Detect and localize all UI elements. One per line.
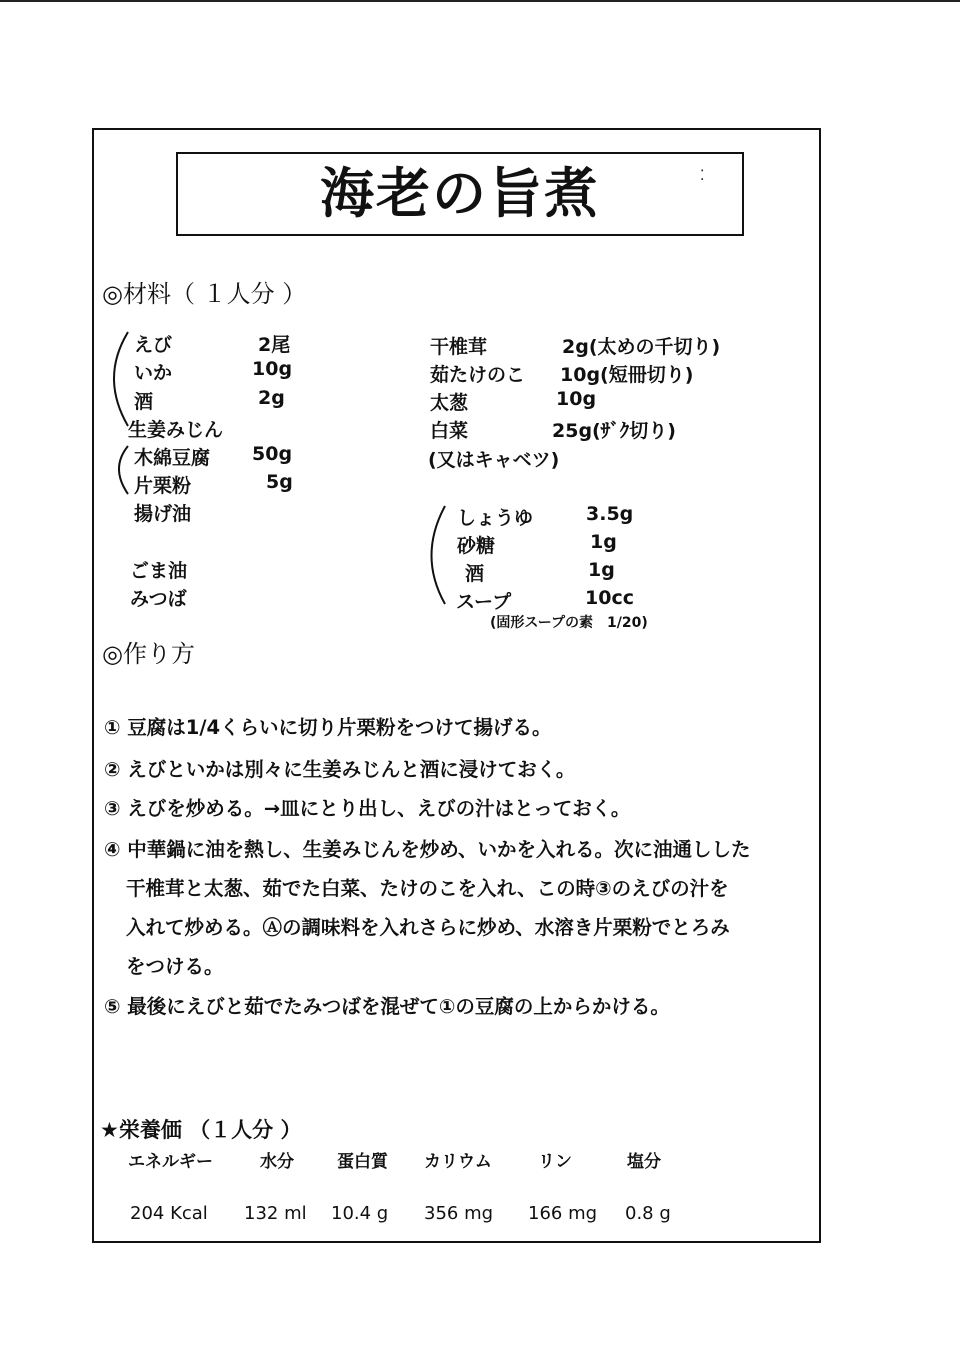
nutrition-value: 132 ml <box>244 1203 307 1224</box>
bracket-seasoning <box>432 506 446 604</box>
method-step-continued: 入れて炒める。Ⓐの調味料を入れさらに炒め、水溶き片栗粉でとろみ <box>126 916 730 939</box>
ingredient-name: えび <box>134 334 173 356</box>
ingredient-amount: 2尾 <box>258 334 291 356</box>
seasoning-name: 砂糖 <box>457 535 496 557</box>
ingredient-name: いか <box>134 362 173 384</box>
ingredient-amount: 25g(ｻﾞｸ切り) <box>552 420 676 442</box>
ingredient-amount: 2g(太めの千切り) <box>562 336 721 358</box>
seasoning-note: (固形スープの素 1/20) <box>490 615 648 631</box>
ingredients-heading: ◎材料（ １人分 ） <box>102 280 307 308</box>
ingredient-name: 太葱 <box>430 392 469 414</box>
seasoning-name: 酒 <box>465 563 485 585</box>
nutrition-value: 204 Kcal <box>130 1203 208 1224</box>
nutrition-heading: ★栄養価 （１人分 ） <box>100 1118 302 1142</box>
seasoning-amount: 1g <box>590 531 617 553</box>
method-step-continued: 干椎茸と太葱、茹でた白菜、たけのこを入れ、この時③のえびの汁を <box>126 877 729 900</box>
method-step: ② えびといかは別々に生姜みじんと酒に浸けておく。 <box>104 758 576 781</box>
ingredient-amount: 10g(短冊切り) <box>560 364 694 386</box>
ingredient-name: 茹たけのこ <box>430 364 526 386</box>
ingredient-name: 揚げ油 <box>134 503 192 525</box>
seasoning-amount: 3.5g <box>586 503 634 525</box>
ingredient-name: みつば <box>130 588 187 610</box>
method-step: ① 豆腐は1/4くらいに切り片栗粉をつけて揚げる。 <box>104 716 552 739</box>
ingredient-name: 生姜みじん <box>128 419 224 441</box>
method-step: ⑤ 最後にえびと茹でたみつばを混ぜて①の豆腐の上からかける。 <box>104 995 670 1018</box>
ingredient-amount: 10g <box>252 358 293 380</box>
seasoning-name: しょうゆ <box>457 507 534 529</box>
nutrition-label: 蛋白質 <box>337 1152 388 1172</box>
ingredient-name: 白菜 <box>430 420 469 442</box>
ingredient-name: 木綿豆腐 <box>134 447 211 469</box>
nutrition-label: 水分 <box>260 1152 294 1172</box>
method-step: ③ えびを炒める。→皿にとり出し、えびの汁はとっておく。 <box>104 797 631 820</box>
ingredient-amount: 50g <box>252 443 293 465</box>
nutrition-label: カリウム <box>424 1152 492 1172</box>
method-heading: ◎作り方 <box>102 640 195 668</box>
method-step: ④ 中華鍋に油を熱し、生姜みじんを炒め、いかを入れる。次に油通しした <box>104 838 751 861</box>
seasoning-amount: 10cc <box>585 587 634 609</box>
nutrition-value: 356 mg <box>424 1203 494 1224</box>
ingredient-name: ごま油 <box>130 560 188 582</box>
ingredient-amount: 5g <box>266 471 293 493</box>
ingredient-amount: 10g <box>556 388 597 410</box>
seasoning-name: スープ <box>456 591 512 613</box>
nutrition-value: 0.8 g <box>625 1203 671 1224</box>
ingredient-name: 干椎茸 <box>430 336 488 358</box>
ingredient-amount: 2g <box>258 387 285 409</box>
nutrition-value: 10.4 g <box>331 1203 389 1224</box>
nutrition-label: リン <box>538 1152 572 1172</box>
ingredient-name: 片栗粉 <box>134 475 192 497</box>
nutrition-label: 塩分 <box>627 1152 661 1172</box>
bracket-left-bottom <box>119 446 128 494</box>
nutrition-label: エネルギー <box>128 1152 213 1172</box>
scan-speck: ⁚ <box>700 168 705 184</box>
method-step-continued: をつける。 <box>126 955 224 978</box>
seasoning-amount: 1g <box>588 559 615 581</box>
recipe-title: 海老の旨煮 <box>320 162 600 225</box>
ingredient-name: 酒 <box>134 391 154 413</box>
nutrition-value: 166 mg <box>528 1203 598 1224</box>
ingredient-alt: (又はキャベツ) <box>428 449 560 471</box>
bracket-left-top <box>114 332 128 426</box>
